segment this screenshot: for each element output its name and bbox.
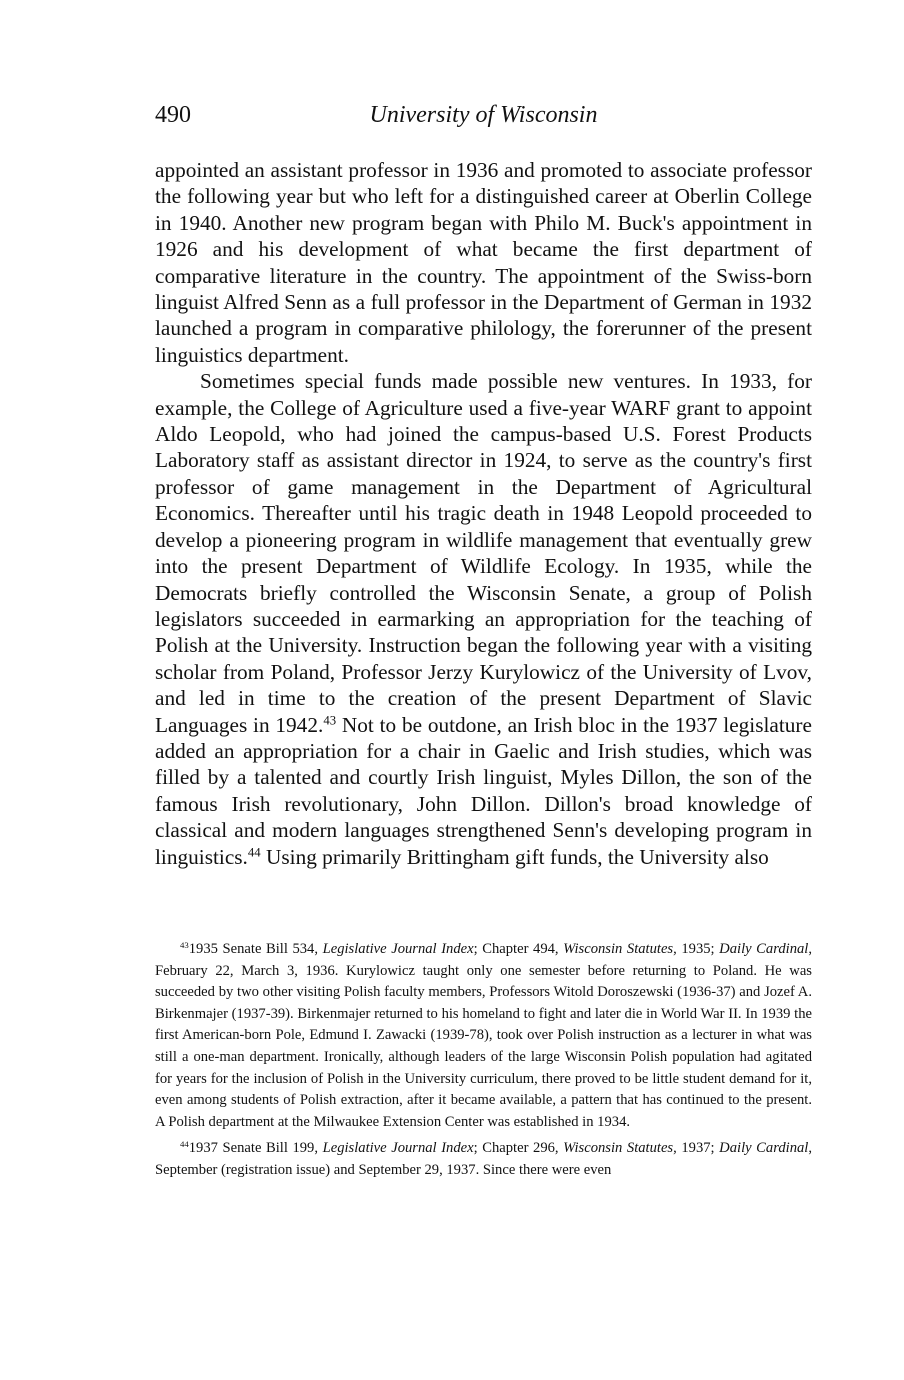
footnote-44-text-4: , September (registration issue) and September 29, 1937. Since there were even (155, 1140, 812, 1178)
footnote-44-marker: 44 (180, 1139, 189, 1150)
footnote-44-italic-2: Wisconsin Statutes (563, 1140, 674, 1157)
footnote-44-text-1: 1937 Senate Bill 199, (188, 1140, 323, 1157)
footnote-43-text-1: 1935 Senate Bill 534, (188, 941, 323, 957)
footnote-43-italic-3: Daily Cardinal (719, 941, 809, 957)
footnote-44-italic-3: Daily Cardinal (719, 1140, 809, 1157)
footnote-43-text-4: , February 22, March 3, 1936. Kurylowicz taught only one semester before returning to Poland. He was succeeded by two other visiting Polish faculty members, Professors Witold Doroszewski (1936-37) and Jozef A. Birkenmajer (1937-39). Birkenmajer returned to his homeland to fight and later die in World War II. In 1939 the first American-born Pole, Edmund I. Zawacki (1939-78), took over Polish instruction as a lecturer in what was still a one-man department. Ironically, although leaders of the large Wisconsin Polish population had agitated for years for the inclusion of Polish in the University curriculum, there proved to be little student demand for it, even among students of Polish extraction, after it became available, a pattern that has continued to the present. A Polish department at the Milwaukee Extension Center was established in 1934. (155, 941, 812, 1130)
footnote-43-text-2: ; Chapter 494, (473, 941, 564, 957)
running-title: University of Wisconsin (369, 102, 598, 128)
footnote-ref-43: 43 (323, 712, 337, 727)
footnote-43-text-3: , 1935; (673, 941, 720, 957)
paragraph-2-part-b: Not to be outdone, an Irish bloc in the 1937 legislature added an appropriation for a chair in Gaelic and Irish studies, which was filled by a talented and courtly Irish linguist, Myles Dillon, the son of the famous Irish revolutionary, John Dillon. Dillon's broad knowledge of classical and modern languages strengthened Senn's developing program in linguistics. (155, 712, 812, 869)
paragraph-1: appointed an assistant professor in 1936 and promoted to associate professor the following year but who left for a distinguished career at Oberlin College in 1940. Another new program began with Philo M. Buck's appointment in 1926 and his development of what became the first department of comparative literature in the country. The appointment of the Swiss-born linguist Alfred Senn as a full professor in the Department of German in 1932 launched a program in comparative philology, the forerunner of the present linguistics department. (155, 158, 812, 367)
footnote-43-italic-2: Wisconsin Statutes (563, 941, 674, 957)
footnote-43 (155, 939, 812, 1133)
footnotes (155, 939, 812, 1187)
footnote-44-italic-1: Legislative Journal Index (322, 1140, 474, 1157)
page-number: 490 (155, 102, 191, 128)
footnote-43-italic-1: Legislative Journal Index (322, 941, 474, 957)
body-text (155, 157, 812, 870)
footnote-44-text-3: , 1937; (673, 1140, 720, 1157)
page-header (155, 98, 812, 132)
paragraph-2-part-c: Using primarily Brittingham gift funds, the University also (260, 844, 769, 869)
footnote-43-marker: 43 (180, 940, 189, 951)
footnote-44 (155, 1138, 812, 1181)
paragraph-2-part-a: Sometimes special funds made possible new ventures. In 1933, for example, the College of Agriculture used a five-year WARF grant to appoint Aldo Leopold, who had joined the campus-based U.S. Forest Products Laboratory staff as assistant director in 1924, to serve as the country's first professor of game management in the Department of Agricultural Economics. Thereafter until his tragic death in 1948 Leopold proceeded to develop a pioneering program in wildlife management that eventually grew into the present Department of Wildlife Ecology. In 1935, while the Democrats briefly controlled the Wisconsin Senate, a group of Polish legislators succeeded in earmarking an appropriation for the teaching of Polish at the University. Instruction began the following year with a visiting scholar from Poland, Professor Jerzy Kurylowicz of the University of Lvov, and led in time to the creation of the present Department of Slavic Languages in 1942. (155, 369, 812, 737)
footnote-ref-44: 44 (247, 844, 261, 859)
paragraph-2 (155, 368, 812, 870)
footnote-44-text-2: ; Chapter 296, (473, 1140, 564, 1157)
